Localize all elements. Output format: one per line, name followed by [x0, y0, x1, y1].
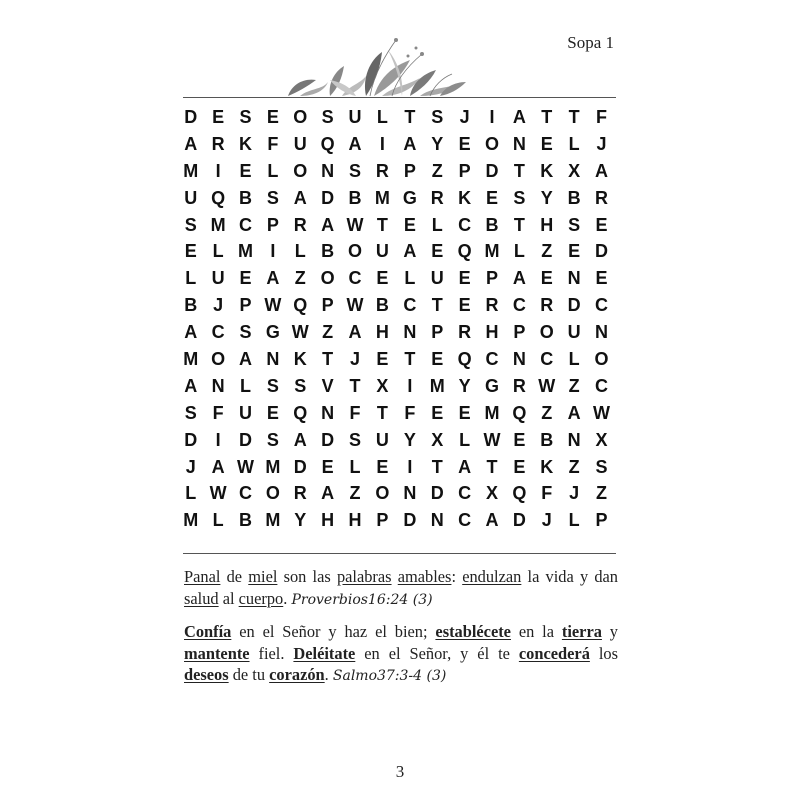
grid-letter[interactable]: H [485, 322, 499, 343]
grid-letter[interactable]: D [238, 429, 252, 450]
grid-letter[interactable]: S [349, 160, 362, 181]
grid-letter[interactable]: W [209, 483, 227, 504]
grid-letter[interactable]: W [538, 375, 556, 396]
grid-letter[interactable]: M [237, 241, 253, 262]
grid-letter[interactable]: E [266, 402, 279, 423]
grid-letter[interactable]: C [458, 483, 472, 504]
grid-letter[interactable]: L [568, 348, 580, 369]
grid-letter[interactable]: S [321, 106, 334, 127]
grid-letter[interactable]: L [294, 241, 306, 262]
grid-letter[interactable]: A [458, 456, 472, 477]
grid-letter[interactable]: N [567, 429, 581, 450]
grid-letter[interactable]: I [489, 106, 495, 127]
grid-letter[interactable]: E [239, 160, 252, 181]
grid-letter[interactable]: Z [596, 483, 608, 504]
grid-letter[interactable]: P [376, 510, 389, 531]
verse-text: son las [277, 567, 337, 586]
grid-letter[interactable]: G [265, 322, 280, 343]
grid-letter[interactable]: Q [293, 402, 308, 423]
grid-letter[interactable]: B [567, 187, 581, 208]
grid-letter[interactable]: L [185, 268, 197, 289]
grid-letter[interactable]: S [239, 106, 252, 127]
grid-letter[interactable]: X [485, 483, 498, 504]
grid-letter[interactable]: D [184, 429, 198, 450]
grid-letter[interactable]: W [346, 214, 364, 235]
grid-letter[interactable]: A [321, 214, 335, 235]
grid-letter[interactable]: A [184, 133, 198, 154]
grid-letter[interactable]: D [321, 429, 335, 450]
verse-text: y [601, 622, 619, 641]
grid-letter[interactable]: U [293, 133, 307, 154]
keyword: concederá [518, 643, 590, 663]
grid-letter[interactable]: C [348, 268, 362, 289]
keyword: Deléitate [293, 643, 356, 663]
grid-letter[interactable]: F [541, 483, 553, 504]
grid-letter[interactable]: B [238, 510, 252, 531]
grid-letter[interactable]: P [595, 510, 608, 531]
grid-letter[interactable]: B [321, 241, 335, 262]
grid-letter[interactable]: R [595, 187, 609, 208]
grid-letter[interactable]: L [568, 133, 580, 154]
verse-text: de [220, 567, 249, 586]
grid-letter[interactable]: N [321, 402, 335, 423]
grid-letter[interactable]: Z [322, 322, 334, 343]
grid-letter[interactable]: C [485, 348, 499, 369]
grid-letter[interactable]: T [349, 375, 361, 396]
grid-letter[interactable]: A [403, 133, 417, 154]
grid-letter[interactable]: A [348, 322, 362, 343]
verse-salmo [184, 621, 618, 688]
grid-letter[interactable]: B [348, 187, 362, 208]
grid-letter[interactable]: E [431, 402, 444, 423]
grid-letter[interactable]: Z [541, 241, 553, 262]
grid-letter[interactable]: S [595, 456, 608, 477]
grid-letter[interactable]: A [512, 268, 526, 289]
top-divider [183, 97, 616, 98]
grid-letter[interactable]: N [403, 483, 417, 504]
grid-letter[interactable]: A [512, 106, 526, 127]
grid-letter[interactable]: R [293, 214, 307, 235]
keyword: Confía [184, 622, 232, 641]
grid-letter[interactable]: Z [349, 483, 361, 504]
grid-letter[interactable]: D [512, 510, 526, 531]
grid-letter[interactable]: K [458, 187, 472, 208]
grid-letter[interactable]: L [185, 483, 197, 504]
grid-letter[interactable]: Y [403, 429, 416, 450]
grid-letter[interactable]: H [375, 322, 389, 343]
page-title: Sopa 1 [567, 33, 614, 52]
keyword: amables [397, 567, 452, 586]
grid-letter[interactable]: A [293, 429, 307, 450]
grid-letter[interactable]: P [403, 160, 416, 181]
grid-letter[interactable]: K [293, 348, 307, 369]
grid-letter[interactable]: N [430, 510, 444, 531]
grid-letter[interactable]: M [265, 456, 281, 477]
grid-letter[interactable]: S [184, 214, 197, 235]
grid-letter[interactable]: R [375, 160, 389, 181]
grid-letter[interactable]: O [375, 483, 390, 504]
grid-letter[interactable]: F [404, 402, 416, 423]
grid-letter[interactable]: B [540, 429, 554, 450]
leaf-ornament [270, 30, 480, 98]
grid-letter[interactable]: E [458, 133, 471, 154]
grid-letter[interactable]: S [568, 214, 581, 235]
grid-letter[interactable]: O [539, 322, 554, 343]
grid-letter[interactable]: F [349, 402, 361, 423]
grid-letter[interactable]: R [540, 295, 554, 316]
grid-letter[interactable]: E [540, 268, 553, 289]
grid-letter[interactable]: K [540, 160, 554, 181]
grid-letter[interactable]: D [595, 241, 609, 262]
grid-letter[interactable]: J [459, 106, 470, 127]
grid-letter[interactable]: L [376, 106, 388, 127]
grid-letter[interactable]: O [211, 348, 226, 369]
grid-letter[interactable]: P [485, 268, 498, 289]
grid-letter[interactable]: E [184, 241, 197, 262]
grid-letter[interactable]: E [458, 295, 471, 316]
grid-letter[interactable]: T [376, 402, 388, 423]
grid-letter[interactable]: Y [458, 375, 471, 396]
grid-letter[interactable]: L [212, 241, 224, 262]
grid-letter[interactable]: E [595, 214, 608, 235]
grid-letter[interactable]: Q [211, 187, 226, 208]
grid-letter[interactable]: L [431, 214, 443, 235]
grid-letter[interactable]: E [513, 429, 526, 450]
grid-letter[interactable]: M [484, 402, 500, 423]
grid-letter[interactable]: A [348, 133, 362, 154]
grid-letter[interactable]: I [379, 133, 385, 154]
verse-text: los [589, 643, 618, 663]
grid-letter[interactable]: E [568, 241, 581, 262]
grid-letter[interactable]: Q [457, 348, 472, 369]
keyword: miel [248, 567, 278, 586]
grid-letter[interactable]: E [376, 456, 389, 477]
grid-letter[interactable]: C [458, 214, 472, 235]
verse-text: . [324, 665, 333, 684]
grid-letter[interactable]: I [215, 429, 221, 450]
grid-letter[interactable]: D [321, 187, 335, 208]
grid-letter[interactable]: L [459, 429, 471, 450]
grid-letter[interactable]: T [486, 456, 498, 477]
grid-letter[interactable]: I [215, 160, 221, 181]
grid-letter[interactable]: R [485, 295, 499, 316]
grid-letter[interactable]: D [184, 106, 198, 127]
grid-letter[interactable]: L [267, 160, 279, 181]
grid-letter[interactable]: Z [541, 402, 553, 423]
grid-letter[interactable]: T [431, 295, 443, 316]
scripture-reference: Proverbios16:24 (3) [291, 591, 433, 608]
grid-letter[interactable]: W [483, 429, 501, 450]
grid-letter[interactable]: E [403, 214, 416, 235]
grid-letter[interactable]: J [541, 510, 552, 531]
grid-letter[interactable]: X [595, 429, 608, 450]
grid-letter[interactable]: W [264, 295, 282, 316]
grid-letter[interactable]: M [484, 241, 500, 262]
grid-letter[interactable]: P [266, 214, 279, 235]
grid-letter[interactable]: L [212, 510, 224, 531]
grid-letter[interactable]: Y [540, 187, 553, 208]
grid-letter[interactable]: A [293, 187, 307, 208]
grid-letter[interactable]: A [184, 322, 198, 343]
grid-letter[interactable]: N [512, 348, 526, 369]
verse-proverbios [184, 566, 618, 611]
grid-letter[interactable]: R [211, 133, 225, 154]
grid-letter[interactable]: H [540, 214, 554, 235]
grid-letter[interactable]: Q [457, 241, 472, 262]
grid-letter[interactable]: L [568, 510, 580, 531]
grid-letter[interactable]: K [238, 133, 252, 154]
grid-letter[interactable]: U [184, 187, 198, 208]
grid-letter[interactable]: T [431, 456, 443, 477]
grid-letter[interactable]: S [266, 429, 279, 450]
verse-text: en el Señor, y él te [355, 643, 519, 663]
grid-letter[interactable]: H [348, 510, 362, 531]
grid-letter[interactable]: Q [320, 133, 335, 154]
grid-letter[interactable]: E [485, 187, 498, 208]
grid-letter[interactable]: E [376, 348, 389, 369]
grid-letter[interactable]: A [184, 375, 198, 396]
grid-letter[interactable]: C [595, 295, 609, 316]
grid-letter[interactable]: E [431, 348, 444, 369]
grid-letter[interactable]: B [184, 295, 198, 316]
grid-letter[interactable]: E [376, 268, 389, 289]
grid-letter[interactable]: N [567, 268, 581, 289]
grid-letter[interactable]: C [238, 483, 252, 504]
grid-letter[interactable]: L [404, 268, 416, 289]
grid-letter[interactable]: L [349, 456, 361, 477]
grid-letter[interactable]: T [322, 348, 334, 369]
grid-letter[interactable]: T [541, 106, 553, 127]
grid-letter[interactable]: W [346, 295, 364, 316]
grid-letter[interactable]: C [403, 295, 417, 316]
grid-letter[interactable]: G [402, 187, 417, 208]
bottom-divider [183, 553, 616, 554]
grid-letter[interactable]: Y [294, 510, 307, 531]
grid-letter[interactable]: C [238, 214, 252, 235]
grid-letter[interactable]: R [512, 375, 526, 396]
grid-letter[interactable]: C [540, 348, 554, 369]
grid-letter[interactable]: Z [568, 375, 580, 396]
grid-letter[interactable]: J [350, 348, 361, 369]
grid-letter[interactable]: T [513, 160, 525, 181]
grid-letter[interactable]: T [404, 106, 416, 127]
grid-letter[interactable]: O [320, 268, 335, 289]
grid-letter[interactable]: O [348, 241, 363, 262]
grid-letter[interactable]: C [458, 510, 472, 531]
grid-letter[interactable]: P [513, 322, 526, 343]
keyword: endulzan [462, 567, 522, 586]
grid-letter[interactable]: I [407, 375, 413, 396]
grid-letter[interactable]: F [596, 106, 608, 127]
grid-letter[interactable]: G [484, 375, 499, 396]
grid-letter[interactable]: C [512, 295, 526, 316]
verse-text: en el Señor y haz el bien; [231, 622, 436, 641]
grid-letter[interactable]: X [431, 429, 444, 450]
grid-letter[interactable]: D [485, 160, 499, 181]
grid-letter[interactable]: E [458, 402, 471, 423]
grid-letter[interactable]: A [485, 510, 499, 531]
grid-letter[interactable]: S [431, 106, 444, 127]
grid-letter[interactable]: W [236, 456, 254, 477]
grid-letter[interactable]: S [349, 429, 362, 450]
grid-letter[interactable]: O [484, 133, 499, 154]
grid-letter[interactable]: N [595, 322, 609, 343]
grid-letter[interactable]: P [321, 295, 334, 316]
grid-letter[interactable]: L [513, 241, 525, 262]
grid-letter[interactable]: F [267, 133, 279, 154]
grid-letter[interactable]: B [485, 214, 499, 235]
verse-text: la vida y dan [521, 567, 618, 586]
verse-text: : [451, 567, 463, 586]
grid-letter[interactable]: S [184, 402, 197, 423]
keyword: establécete [435, 622, 511, 641]
keyword: palabras [336, 567, 392, 586]
grid-letter[interactable]: C [595, 375, 609, 396]
grid-letter[interactable]: O [265, 483, 280, 504]
grid-letter[interactable]: M [210, 214, 226, 235]
grid-letter[interactable]: N [321, 160, 335, 181]
grid-letter[interactable]: Y [431, 133, 444, 154]
grid-letter[interactable]: R [430, 187, 444, 208]
grid-letter[interactable]: E [513, 456, 526, 477]
grid-letter[interactable]: Q [512, 483, 527, 504]
grid-letter[interactable]: X [376, 375, 389, 396]
grid-letter[interactable]: N [403, 322, 417, 343]
verse-text: en la [510, 622, 562, 641]
grid-letter[interactable]: Q [293, 295, 308, 316]
grid-letter[interactable]: J [185, 456, 196, 477]
verse-text: al [218, 588, 239, 608]
grid-letter[interactable]: E [431, 241, 444, 262]
grid-letter[interactable]: D [567, 295, 581, 316]
keyword: Panal [184, 567, 221, 586]
grid-letter[interactable]: P [431, 322, 444, 343]
grid-letter[interactable]: M [183, 348, 199, 369]
verse-text: de tu [228, 665, 270, 684]
grid-letter[interactable]: A [321, 483, 335, 504]
grid-letter[interactable]: P [239, 295, 252, 316]
grid-letter[interactable]: L [239, 375, 251, 396]
grid-letter[interactable]: M [183, 510, 199, 531]
grid-letter[interactable]: S [294, 375, 307, 396]
grid-letter[interactable]: A [595, 160, 609, 181]
grid-letter[interactable]: T [404, 348, 416, 369]
grid-letter[interactable]: U [238, 402, 252, 423]
grid-letter[interactable]: M [374, 187, 390, 208]
grid-letter[interactable]: T [568, 106, 580, 127]
grid-letter[interactable]: D [430, 483, 444, 504]
keyword: deseos [184, 665, 229, 684]
grid-letter[interactable]: E [239, 268, 252, 289]
verse-text: fiel. [249, 643, 294, 663]
scripture-reference: Salmo37:3-4 (3) [332, 668, 447, 684]
grid-letter[interactable]: E [540, 133, 553, 154]
grid-letter[interactable]: P [458, 160, 471, 181]
grid-letter[interactable]: M [183, 160, 199, 181]
keyword: cuerpo [238, 588, 284, 608]
grid-letter[interactable]: A [266, 268, 280, 289]
grid-letter[interactable]: E [212, 106, 225, 127]
grid-letter[interactable]: T [513, 214, 525, 235]
grid-letter[interactable]: N [266, 348, 280, 369]
grid-letter[interactable]: E [266, 106, 279, 127]
grid-letter[interactable]: Z [431, 160, 443, 181]
grid-letter[interactable]: U [375, 429, 389, 450]
grid-letter[interactable]: O [293, 106, 308, 127]
grid-letter[interactable]: C [211, 322, 225, 343]
grid-letter[interactable]: S [239, 322, 252, 343]
verse-text: . [283, 588, 292, 608]
grid-letter[interactable]: E [321, 456, 334, 477]
grid-letter[interactable]: F [212, 402, 224, 423]
grid-letter[interactable]: Q [512, 402, 527, 423]
keyword: mantente [184, 643, 250, 663]
grid-letter[interactable]: J [596, 133, 607, 154]
grid-letter[interactable]: I [407, 456, 413, 477]
grid-letter[interactable]: U [430, 268, 444, 289]
grid-letter[interactable]: Z [294, 268, 306, 289]
grid-letter[interactable]: T [376, 214, 388, 235]
grid-letter[interactable]: U [375, 241, 389, 262]
grid-letter[interactable]: I [270, 241, 276, 262]
grid-letter[interactable]: H [321, 510, 335, 531]
grid-letter[interactable]: U [567, 322, 581, 343]
grid-letter[interactable]: U [211, 268, 225, 289]
grid-letter[interactable]: N [512, 133, 526, 154]
grid-letter[interactable]: E [595, 268, 608, 289]
grid-letter[interactable]: O [293, 160, 308, 181]
grid-letter[interactable]: N [211, 375, 225, 396]
grid-letter[interactable]: B [238, 187, 252, 208]
word-search-grid [177, 104, 615, 534]
grid-letter[interactable]: A [211, 456, 225, 477]
grid-letter[interactable]: V [321, 375, 334, 396]
keyword: corazón [269, 665, 325, 684]
grid-letter[interactable]: X [568, 160, 581, 181]
grid-letter[interactable]: M [429, 375, 445, 396]
grid-letter[interactable]: A [238, 348, 252, 369]
grid-letter[interactable]: U [348, 106, 362, 127]
grid-letter[interactable]: S [266, 375, 279, 396]
grid-letter[interactable]: M [265, 510, 281, 531]
grid-letter[interactable]: A [567, 402, 581, 423]
grid-letter[interactable]: W [593, 402, 611, 423]
grid-letter[interactable]: J [569, 483, 580, 504]
grid-letter[interactable]: R [293, 483, 307, 504]
grid-letter[interactable]: K [540, 456, 554, 477]
grid-letter[interactable]: S [266, 187, 279, 208]
grid-letter[interactable]: E [458, 268, 471, 289]
grid-letter[interactable]: O [594, 348, 609, 369]
grid-letter[interactable]: B [375, 295, 389, 316]
grid-letter[interactable]: D [403, 510, 417, 531]
grid-letter[interactable]: D [293, 456, 307, 477]
grid-letter[interactable]: Z [568, 456, 580, 477]
grid-letter[interactable]: J [213, 295, 224, 316]
grid-letter[interactable]: A [403, 241, 417, 262]
grid-letter[interactable]: R [458, 322, 472, 343]
keyword: salud [184, 588, 219, 608]
keyword: tierra [561, 622, 602, 641]
grid-letter[interactable]: W [291, 322, 309, 343]
page-number: 3 [395, 762, 405, 781]
grid-letter[interactable]: S [513, 187, 526, 208]
